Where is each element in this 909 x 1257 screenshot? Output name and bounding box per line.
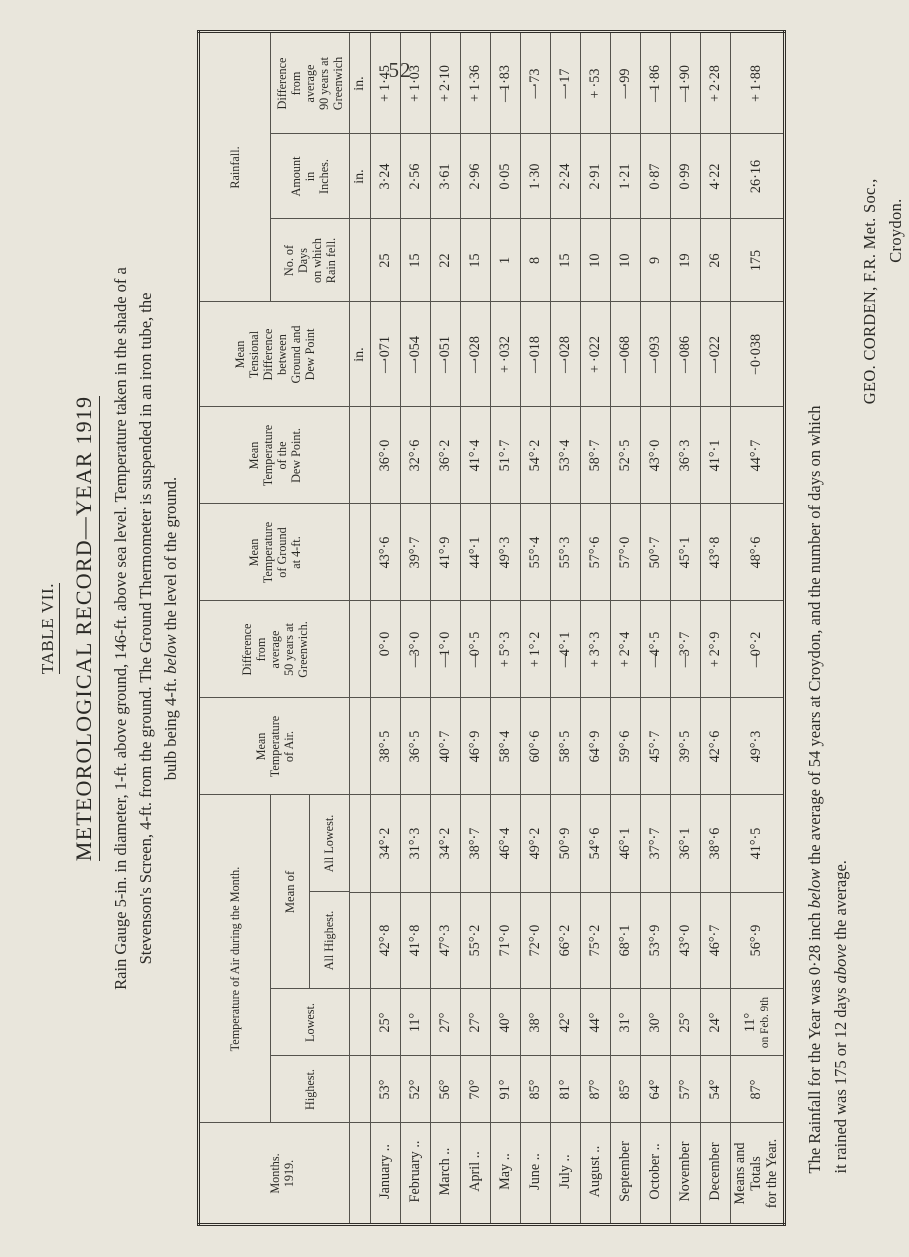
col-header-highest: Highest. [271, 1056, 350, 1123]
table-label: TABLE VII. [38, 583, 60, 674]
table-head [199, 32, 371, 1225]
cell-mean-air: 39°·5 [671, 698, 701, 795]
table-row [431, 32, 461, 1225]
cell-diff-air: —3°·0 [401, 601, 431, 698]
cell-rain-days: 15 [461, 219, 491, 302]
cell-totals-mean-ground: 48°·6 [731, 504, 785, 601]
cell-highest: 56° [431, 1056, 461, 1123]
cell-all-lowest: 34°·2 [431, 795, 461, 892]
cell-all-highest: 43°·0 [671, 892, 701, 989]
table-row [671, 32, 701, 1225]
cell-diff-air: —3°·7 [671, 601, 701, 698]
table-row [491, 32, 521, 1225]
cell-mean-dew: 36°·0 [371, 407, 401, 504]
cell-mean-dew: 51°·7 [491, 407, 521, 504]
cell-all-lowest: 54°·6 [581, 795, 611, 892]
cell-highest: 91° [491, 1056, 521, 1123]
record-title-wrap [67, 30, 109, 1227]
cell-rain-amount: 2·24 [551, 134, 581, 219]
cell-totals-rain-diff: +1·88 [731, 32, 785, 134]
cell-all-highest: 71°·0 [491, 892, 521, 989]
meteorological-record-table [197, 31, 786, 1227]
subtitle-line-3 [159, 84, 184, 1174]
col-header-rain-amount: Amount in Inches. [271, 134, 350, 219]
group-header-mean-of: Mean of [271, 796, 309, 989]
cell-totals-diff-air: —0°·2 [731, 601, 785, 698]
table-row [521, 32, 551, 1225]
cell-month: February .. [401, 1123, 431, 1225]
mean-of-group-row [271, 796, 309, 989]
cell-highest: 70° [461, 1056, 491, 1123]
totals-row [731, 32, 785, 1225]
subtitle [109, 84, 183, 1174]
cell-rain-amount: 3·61 [431, 134, 461, 219]
cell-all-lowest: 46°·4 [491, 795, 521, 892]
units-row [350, 32, 371, 1225]
cell-lowest: 31° [611, 989, 641, 1056]
cell-mean-ground: 49°·3 [491, 504, 521, 601]
cell-tensional: —·093 [641, 302, 671, 407]
cell-diff-air: +3°·3 [581, 601, 611, 698]
cell-tensional: —·054 [401, 302, 431, 407]
cell-lowest: 25° [671, 989, 701, 1056]
cell-rain-days: 1 [491, 219, 521, 302]
cell-lowest: 27° [431, 989, 461, 1056]
cell-rain-amount: 3·24 [371, 134, 401, 219]
cell-rain-amount: 2·91 [581, 134, 611, 219]
units-diff-air [350, 601, 371, 698]
cell-mean-ground: 39°·7 [401, 504, 431, 601]
cell-all-highest: 75°·2 [581, 892, 611, 989]
cell-diff-air: —4°·5 [641, 601, 671, 698]
cell-rain-diff: —1·90 [671, 32, 701, 134]
cell-mean-air: 38°·5 [371, 698, 401, 795]
units-mean-ground [350, 504, 371, 601]
cell-all-lowest: 31°·3 [401, 795, 431, 892]
table-body [371, 32, 785, 1225]
footer-note [802, 84, 909, 1174]
col-header-lowest: Lowest. [271, 989, 350, 1056]
cell-all-highest: 53°·9 [641, 892, 671, 989]
signature-name: GEO. CORDEN, F.R. Met. Soc., [859, 178, 879, 405]
col-header-rain-diff: Difference from average 90 years at Greenwich [271, 32, 350, 134]
cell-totals-mean-dew: 44°·7 [731, 407, 785, 504]
cell-tensional: —·071 [371, 302, 401, 407]
cell-month: September [611, 1123, 641, 1225]
cell-rain-diff: —1·86 [641, 32, 671, 134]
table-row [401, 32, 431, 1225]
cell-mean-dew: 36°·3 [671, 407, 701, 504]
cell-month: March .. [431, 1123, 461, 1225]
table-row [581, 32, 611, 1225]
cell-rain-amount: 4·22 [701, 134, 731, 219]
cell-mean-air: 58°·4 [491, 698, 521, 795]
col-header-all-highest: All Highest. [309, 892, 349, 989]
cell-highest: 64° [641, 1056, 671, 1123]
cell-mean-dew: 41°·4 [461, 407, 491, 504]
cell-highest: 57° [671, 1056, 701, 1123]
cell-month: July .. [551, 1123, 581, 1225]
cell-mean-air: 64°·9 [581, 698, 611, 795]
cell-all-lowest: 46°·1 [611, 795, 641, 892]
cell-rain-days: 15 [551, 219, 581, 302]
footer-line-2-italic: above [831, 943, 851, 984]
cell-mean-air: 42°·6 [701, 698, 731, 795]
cell-month: October .. [641, 1123, 671, 1225]
cell-totals-all-highest: 56°·9 [731, 892, 785, 989]
footer-line-2 [828, 84, 854, 1174]
cell-tensional: —·086 [671, 302, 701, 407]
cell-rain-amount: 0·99 [671, 134, 701, 219]
table-row [701, 32, 731, 1225]
signature-block [857, 84, 909, 1174]
cell-all-highest: 47°·3 [431, 892, 461, 989]
units-all-highest [350, 892, 371, 989]
col-header-rain-days: No. of Days on which Rain fell. [271, 219, 350, 302]
cell-mean-ground: 43°·8 [701, 504, 731, 601]
group-header-rainfall: Rainfall. [199, 32, 271, 302]
cell-tensional: —·022 [701, 302, 731, 407]
cell-highest: 85° [521, 1056, 551, 1123]
subtitle-line-1: Rain Gauge 5-in. in diameter, 1-ft. above ground, 146-ft. above sea level. Temperature taken in the shade of a [111, 267, 130, 990]
cell-rain-days: 22 [431, 219, 461, 302]
cell-totals-all-lowest: 41°·5 [731, 795, 785, 892]
units-mean-dew [350, 407, 371, 504]
cell-totals-mean-air: 49°·3 [731, 698, 785, 795]
cell-mean-dew: 54°·2 [521, 407, 551, 504]
cell-all-lowest: 38°·6 [701, 795, 731, 892]
cell-totals-label: Means and Totals for the Year. [731, 1123, 785, 1225]
cell-mean-air: 59°·6 [611, 698, 641, 795]
cell-all-lowest: 34°·2 [371, 795, 401, 892]
footer-line-2-post: the average. [831, 860, 851, 944]
cell-all-highest: 41°·8 [401, 892, 431, 989]
cell-tensional: —·068 [611, 302, 641, 407]
table-label-wrap [38, 30, 67, 1227]
cell-month: November [671, 1123, 701, 1225]
cell-all-highest: 68°·1 [611, 892, 641, 989]
cell-rain-amount: 2·56 [401, 134, 431, 219]
cell-mean-ground: 50°·7 [641, 504, 671, 601]
cell-all-lowest: 38°·7 [461, 795, 491, 892]
mean-of-group-wrapper [271, 795, 350, 989]
units-highest [350, 1056, 371, 1123]
cell-rain-amount: 1·30 [521, 134, 551, 219]
cell-mean-ground: 55°·4 [521, 504, 551, 601]
cell-mean-ground: 57°·0 [611, 504, 641, 601]
cell-rain-amount: 2·96 [461, 134, 491, 219]
cell-mean-dew: 36°·2 [431, 407, 461, 504]
cell-mean-ground: 44°·1 [461, 504, 491, 601]
table-row [551, 32, 581, 1225]
mean-of-sub-row [309, 796, 349, 989]
cell-lowest: 42° [551, 989, 581, 1056]
group-header-air-temp: Temperature of Air during the Month. [199, 795, 271, 1123]
cell-lowest: 30° [641, 989, 671, 1056]
cell-totals-highest: 87° [731, 1056, 785, 1123]
cell-diff-air: +5°·3 [491, 601, 521, 698]
page-number: 52 [388, 58, 412, 82]
cell-highest: 81° [551, 1056, 581, 1123]
table-row [611, 32, 641, 1225]
footer-line-1 [802, 84, 828, 1174]
footer-line-2-pre: it rained was 175 or 12 days [831, 983, 851, 1174]
cell-tensional: +·032 [491, 302, 521, 407]
cell-lowest: 40° [491, 989, 521, 1056]
cell-rain-days: 10 [611, 219, 641, 302]
header-group-row [199, 32, 271, 1225]
cell-rain-diff: +1·03 [401, 32, 431, 134]
units-all-lowest [350, 795, 371, 892]
cell-all-highest: 55°·2 [461, 892, 491, 989]
cell-mean-dew: 43°·0 [641, 407, 671, 504]
cell-mean-ground: 43°·6 [371, 504, 401, 601]
cell-rain-diff: —·17 [551, 32, 581, 134]
cell-lowest: 24° [701, 989, 731, 1056]
cell-mean-ground: 41°·9 [431, 504, 461, 601]
cell-rain-diff: +·53 [581, 32, 611, 134]
subtitle-line-3-post: the level of the ground. [160, 476, 180, 635]
cell-mean-air: 60°·6 [521, 698, 551, 795]
cell-diff-air: 0°·0 [371, 601, 401, 698]
col-header-all-lowest: All Lowest. [321, 814, 336, 873]
cell-rain-days: 9 [641, 219, 671, 302]
cell-rain-days: 26 [701, 219, 731, 302]
units-months [350, 1123, 371, 1225]
cell-highest: 53° [371, 1056, 401, 1123]
cell-tensional: +·022 [581, 302, 611, 407]
cell-highest: 85° [611, 1056, 641, 1123]
cell-rain-amount: 0·87 [641, 134, 671, 219]
table-row [641, 32, 671, 1225]
cell-mean-air: 46°·9 [461, 698, 491, 795]
footer-line-1-post: the average of 54 years at Croydon, and the number of days on which [804, 405, 824, 869]
cell-totals-rain-amount: 26·16 [731, 134, 785, 219]
cell-mean-ground: 57°·6 [581, 504, 611, 601]
cell-tensional: —·028 [551, 302, 581, 407]
cell-rain-days: 19 [671, 219, 701, 302]
cell-month: December [701, 1123, 731, 1225]
col-header-months: Months. 1919. [199, 1123, 350, 1225]
cell-rain-days: 8 [521, 219, 551, 302]
cell-month: May .. [491, 1123, 521, 1225]
col-header-tensional: Mean Tensional Difference between Ground and Dew Point [199, 302, 350, 407]
cell-mean-dew: 52°·5 [611, 407, 641, 504]
cell-mean-air: 36°·5 [401, 698, 431, 795]
cell-diff-air: +2°·9 [701, 601, 731, 698]
cell-highest: 54° [701, 1056, 731, 1123]
footer-line-1-pre: The Rainfall for the Year was 0·28 inch [804, 908, 824, 1174]
cell-lowest: 27° [461, 989, 491, 1056]
units-tensional: in. [350, 302, 371, 407]
cell-all-lowest: 36°·1 [671, 795, 701, 892]
cell-lowest: 25° [371, 989, 401, 1056]
cell-mean-dew: 58°·7 [581, 407, 611, 504]
cell-rain-diff: +2·10 [431, 32, 461, 134]
cell-month: June .. [521, 1123, 551, 1225]
subtitle-line-3-pre: bulb being 4-ft. [160, 673, 180, 781]
cell-rain-amount: 0·05 [491, 134, 521, 219]
cell-lowest: 38° [521, 989, 551, 1056]
cell-mean-air: 40°·7 [431, 698, 461, 795]
units-rain-amount: in. [350, 134, 371, 219]
cell-mean-dew: 41°·1 [701, 407, 731, 504]
cell-lowest: 11° [401, 989, 431, 1056]
col-header-mean-ground: Mean Temperature of Ground at 4-ft. [199, 504, 350, 601]
cell-all-highest: 42°·8 [371, 892, 401, 989]
cell-all-highest: 46°·7 [701, 892, 731, 989]
cell-mean-air: 45°·7 [641, 698, 671, 795]
cell-diff-air: +1°·2 [521, 601, 551, 698]
footer-line-1-italic: below [804, 868, 824, 909]
table-row [461, 32, 491, 1225]
subtitle-line-3-italic: below [160, 634, 180, 674]
cell-tensional: —·051 [431, 302, 461, 407]
cell-diff-air: —0°·5 [461, 601, 491, 698]
subtitle-line-2: Stevenson's Screen, 4-ft. from the ground. The Ground Thermometer is suspended in an iron tube, the [135, 292, 155, 965]
cell-mean-dew: 32°·6 [401, 407, 431, 504]
col-header-mean-air: Mean Temperature of Air. [199, 698, 350, 795]
cell-all-lowest: 37°·7 [641, 795, 671, 892]
cell-highest: 87° [581, 1056, 611, 1123]
cell-diff-air: —1°·0 [431, 601, 461, 698]
cell-rain-diff: —1·83 [491, 32, 521, 134]
cell-diff-air: +2°·4 [611, 601, 641, 698]
cell-all-lowest: 49°·2 [521, 795, 551, 892]
units-rain-diff: in. [350, 32, 371, 134]
record-title: METEOROLOGICAL RECORD—YEAR 1919 [71, 396, 100, 861]
units-rain-days [350, 219, 371, 302]
cell-rain-diff: +1·45 [371, 32, 401, 134]
cell-month: April .. [461, 1123, 491, 1225]
cell-rain-days: 10 [581, 219, 611, 302]
cell-mean-ground: 45°·1 [671, 504, 701, 601]
cell-mean-ground: 55°·3 [551, 504, 581, 601]
table-row [371, 32, 401, 1225]
cell-rain-amount: 1·21 [611, 134, 641, 219]
units-mean-air [350, 698, 371, 795]
cell-lowest: 44° [581, 989, 611, 1056]
cell-all-lowest: 50°·9 [551, 795, 581, 892]
cell-rain-days: 25 [371, 219, 401, 302]
cell-mean-air: 58°·5 [551, 698, 581, 795]
cell-all-highest: 72°·0 [521, 892, 551, 989]
col-header-mean-dew: Mean Temperature of the Dew Point. [199, 407, 350, 504]
cell-highest: 52° [401, 1056, 431, 1123]
cell-rain-diff: —·73 [521, 32, 551, 134]
units-lowest [350, 989, 371, 1056]
cell-rain-diff: +2·28 [701, 32, 731, 134]
cell-rain-diff: —·99 [611, 32, 641, 134]
cell-mean-dew: 53°·4 [551, 407, 581, 504]
cell-month: January .. [371, 1123, 401, 1225]
cell-rain-days: 15 [401, 219, 431, 302]
cell-tensional: —·018 [521, 302, 551, 407]
cell-all-highest: 66°·2 [551, 892, 581, 989]
cell-totals-rain-days: 175 [731, 219, 785, 302]
cell-totals-lowest: 11° on Feb. 9th [731, 989, 785, 1056]
cell-totals-tensional: −0·038 [731, 302, 785, 407]
cell-diff-air: —4°·1 [551, 601, 581, 698]
cell-tensional: —·028 [461, 302, 491, 407]
cell-rain-diff: +1·36 [461, 32, 491, 134]
cell-month: August .. [581, 1123, 611, 1225]
signature-town: Croydon. [885, 198, 905, 263]
heading-block [38, 30, 197, 1227]
col-header-diff-air: Difference from average 50 years at Greenwich. [199, 601, 350, 698]
